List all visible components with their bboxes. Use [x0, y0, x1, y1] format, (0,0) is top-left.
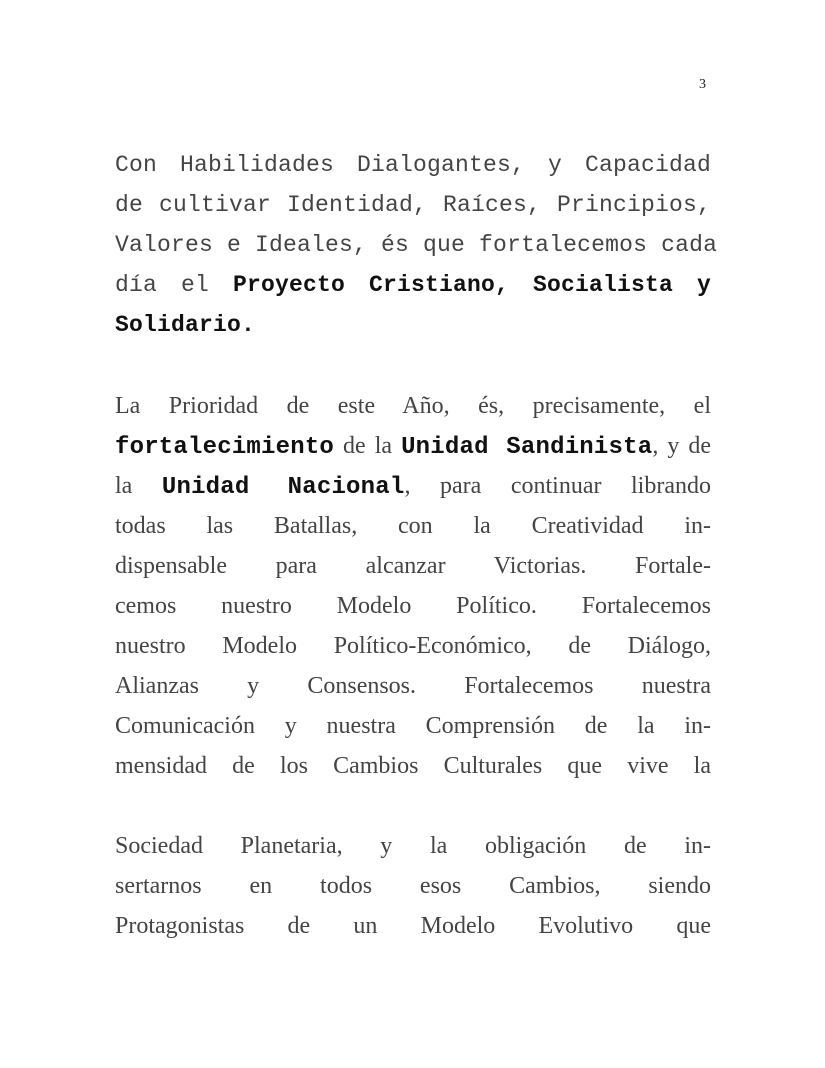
paragraph3-line1: Sociedad Planetaria, y la obligación de in-: [115, 833, 711, 859]
text-run: de la: [334, 433, 402, 459]
paragraph2-line10: mensidad de los Cambios Culturales que vive la: [115, 753, 711, 779]
paragraph1-line5: Solidario.: [115, 312, 256, 338]
bold-phrase: Proyecto Cristiano, Socialista y: [232, 272, 711, 298]
text-run: , y de: [652, 433, 712, 459]
paragraph1-line3: Valores e Ideales, és que fortalecemos cada: [115, 232, 718, 258]
text-run: , para continuar librando: [404, 473, 711, 499]
paragraph2-line8: Alianzas y Consensos. Fortalecemos nuestra: [115, 673, 711, 699]
paragraph3-line2: sertarnos en todos esos Cambios, siendo: [115, 873, 711, 899]
paragraph1-line2: de cultivar Identidad, Raíces, Principios,: [115, 192, 711, 218]
paragraph2-line7: nuestro Modelo Político-Económico, de Diálogo,: [115, 633, 711, 659]
text-run: la: [115, 473, 162, 499]
paragraph2-line9: Comunicación y nuestra Comprensión de la in-: [115, 713, 711, 739]
paragraph2-line3: [115, 470, 711, 502]
bold-phrase: Unidad Nacional: [161, 474, 405, 501]
paragraph1-line1: Con Habilidades Dialogantes, y Capacidad: [115, 152, 711, 178]
paragraph2-line5: dispensable para alcanzar Victorias. Fortale-: [115, 553, 711, 579]
paragraph2-line2: [115, 430, 711, 462]
paragraph1-line4: [115, 269, 711, 301]
text-run: día el: [115, 272, 233, 298]
paragraph2-line1: La Prioridad de este Año, és, precisamente, el: [115, 393, 711, 419]
bold-phrase: fortalecimiento: [115, 434, 335, 461]
bold-phrase: Unidad Sandinista: [401, 434, 653, 461]
paragraph2-line6: cemos nuestro Modelo Político. Fortalecemos: [115, 593, 711, 619]
paragraph3-line3: Protagonistas de un Modelo Evolutivo que: [115, 913, 711, 939]
paragraph2-line4: todas las Batallas, con la Creatividad in-: [115, 513, 711, 539]
page-number: 3: [699, 77, 706, 92]
